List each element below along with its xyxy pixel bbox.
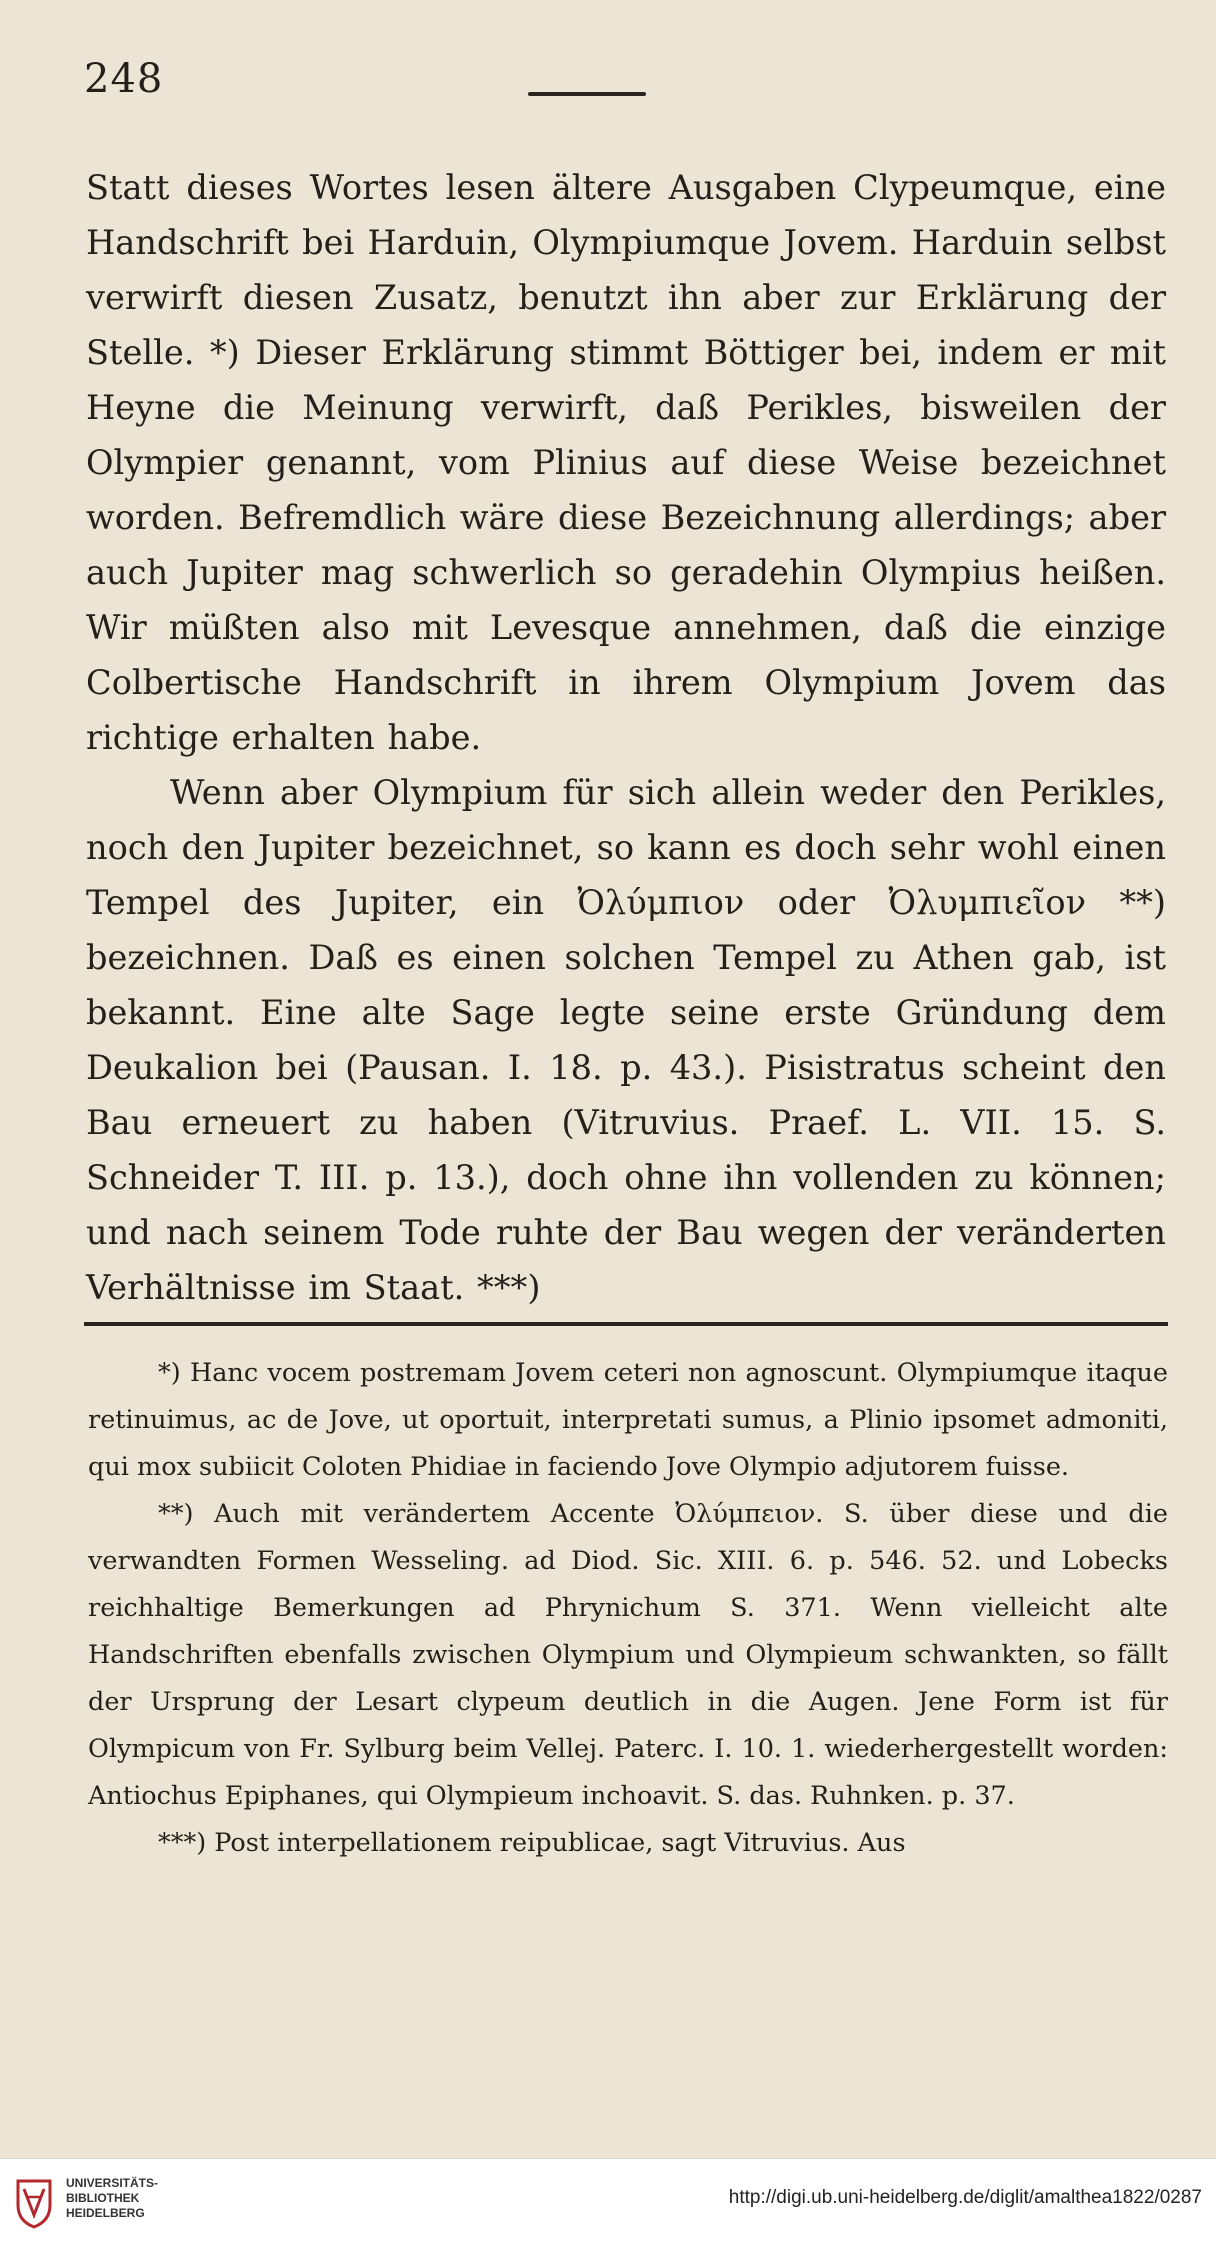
paragraph-1: Statt dieses Wortes lesen ältere Ausgaben Clypeumque, eine Handschrift bei Harduin, Olympiumque Jovem. Harduin selbst verwirft diesen Zusatz, benutzt ihn aber zur Erklärung der Stelle. *) Dieser Erklärung stimmt Böttiger bei, indem er mit Heyne die Meinung verwirft, daß Perikles, bisweilen der Olympier genannt, vom Plinius auf diese Weise bezeichnet worden. Befremdlich wäre diese Bezeichnung allerdings; aber auch Jupiter mag schwerlich so geradehin Olympius heißen. Wir müßten also mit Levesque annehmen, daß die einzige Colbertische Handschrift in ihrem Olympium Jovem das richtige erhalten habe. <box>86 168 1166 757</box>
permalink-url[interactable]: http://digi.ub.uni-heidelberg.de/diglit/amalthea1822/0287 <box>728 2187 1202 2208</box>
page-number: 248 <box>84 56 164 102</box>
library-name-line3: HEIDELBERG <box>66 2206 145 2220</box>
header-rule <box>528 92 646 96</box>
library-logo-icon[interactable] <box>14 2175 54 2229</box>
library-name <box>66 2176 158 2221</box>
library-name-line1: UNIVERSITÄTS- <box>66 2176 159 2190</box>
footnote-1: *) Hanc vocem postremam Jovem ceteri non agnoscunt. Olympiumque itaque retinuimus, ac de Jove, ut oportuit, interpretati sumus, a Plinio ipsomet admoniti, qui mox subiicit Coloten Phidiae in faciendo Jove Olympio adjutorem fuisse. <box>88 1358 1168 1482</box>
main-text <box>86 160 1166 1315</box>
footer-bar <box>0 2158 1216 2243</box>
footnote-separator <box>84 1322 1168 1326</box>
footnote-2: **) Auch mit verändertem Accente Ὀλύμπειον. S. über diese und die verwandten Formen Wesseling. ad Diod. Sic. XIII. 6. p. 546. 52. und Lobecks reichhaltige Bemerkungen ad Phrynichum S. 371. Wenn vielleicht alte Handschriften ebenfalls zwischen Olympium und Olympieum schwankten, so fällt der Ursprung der Lesart clypeum deutlich in die Augen. Jene Form ist für Olympicum von Fr. Sylburg beim Vellej. Paterc. I. 10. 1. wiederhergestellt worden: Antiochus Epiphanes, qui Olympieum inchoavit. S. das. Ruhnken. p. 37. <box>88 1499 1168 1811</box>
footnote-3: ***) Post interpellationem reipublicae, sagt Vitruvius. Aus <box>158 1828 906 1858</box>
paragraph-2: Wenn aber Olympium für sich allein weder den Perikles, noch den Jupiter bezeichnet, so kann es doch sehr wohl einen Tempel des Jupiter, ein Ὀλύμπιον oder Ὀλυμπιεῖον **) bezeichnen. Daß es einen solchen Tempel zu Athen gab, ist bekannt. Eine alte Sage legte seine erste Gründung dem Deukalion bei (Pausan. I. 18. p. 43.). Pisistratus scheint den Bau erneuert zu haben (Vitruvius. Praef. L. VII. 15. S. Schneider T. III. p. 13.), doch ohne ihn vollenden zu können; und nach seinem Tode ruhte der Bau wegen der veränderten Verhältnisse im Staat. ***) <box>86 773 1166 1307</box>
library-name-line2: BIBLIOTHEK <box>66 2191 140 2205</box>
footnotes <box>88 1350 1168 1867</box>
